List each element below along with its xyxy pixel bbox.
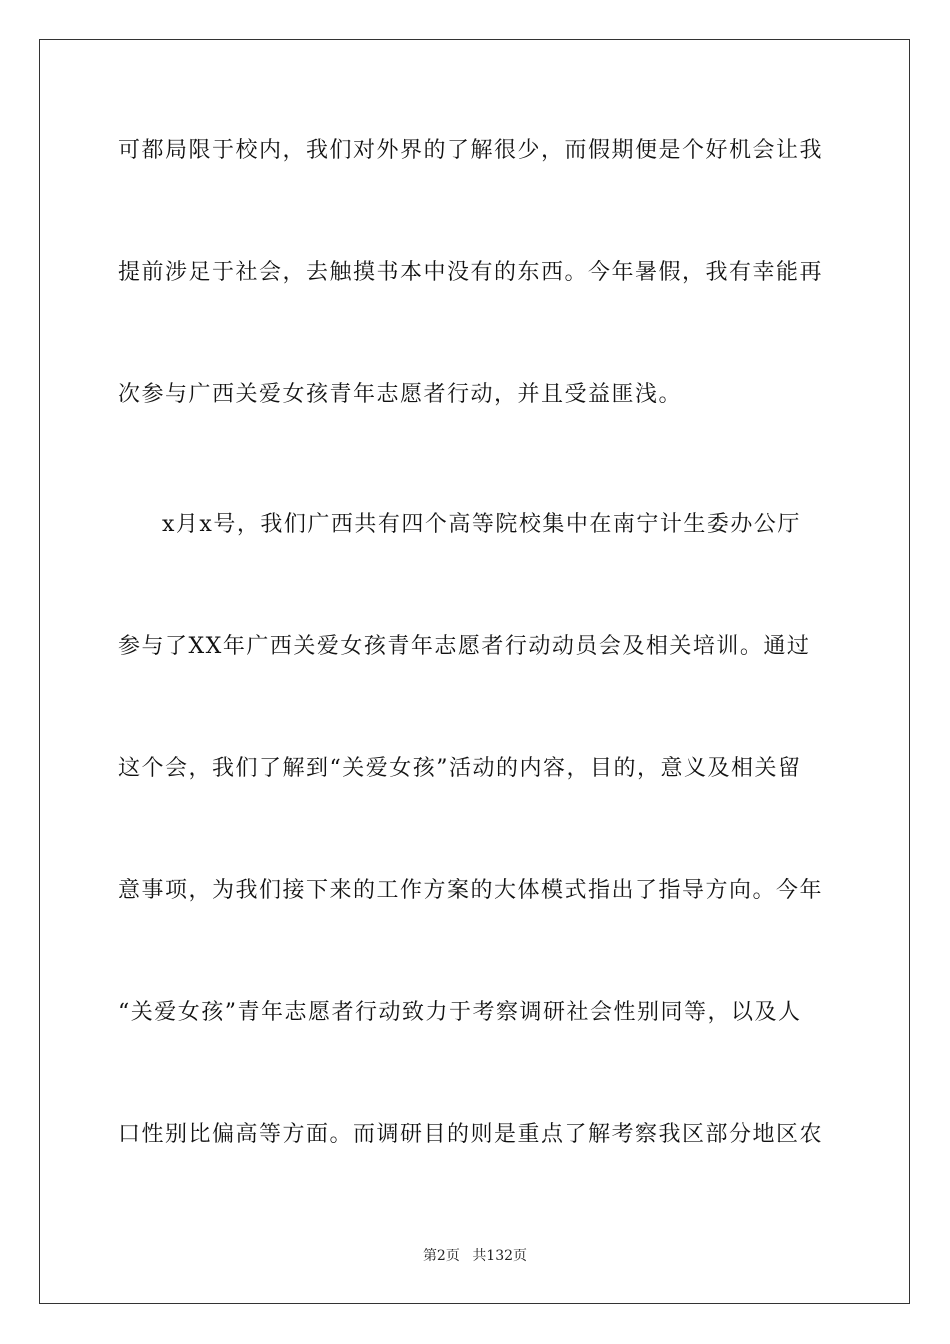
text-line: 可都局限于校内，我们对外界的了解很少，而假期便是个好机会让我	[118, 138, 824, 163]
page-border	[39, 39, 910, 1304]
text-line: 意事项，为我们接下来的工作方案的大体模式指出了指导方向。今年	[118, 878, 824, 903]
page-number: 第2页	[422, 1248, 460, 1264]
text-line: 参与了XX年广西关爱女孩青年志愿者行动动员会及相关培训。通过	[118, 634, 811, 659]
page-footer	[0, 1246, 950, 1266]
total-pages: 共132页	[472, 1248, 528, 1264]
text-line: 口性别比偏高等方面。而调研目的则是重点了解考察我区部分地区农	[118, 1122, 824, 1147]
text-line: 次参与广西关爱女孩青年志愿者行动，并且受益匪浅。	[118, 382, 683, 407]
text-line: 提前涉足于社会，去触摸书本中没有的东西。今年暑假，我有幸能再	[118, 260, 824, 285]
text-line: 这个会，我们了解到“关爱女孩”活动的内容，目的，意义及相关留	[118, 756, 802, 781]
text-line: “关爱女孩”青年志愿者行动致力于考察调研社会性别同等，以及人	[118, 1000, 802, 1025]
text-line-indented: x月x号，我们广西共有四个高等院校集中在南宁计生委办公厅	[162, 512, 801, 537]
